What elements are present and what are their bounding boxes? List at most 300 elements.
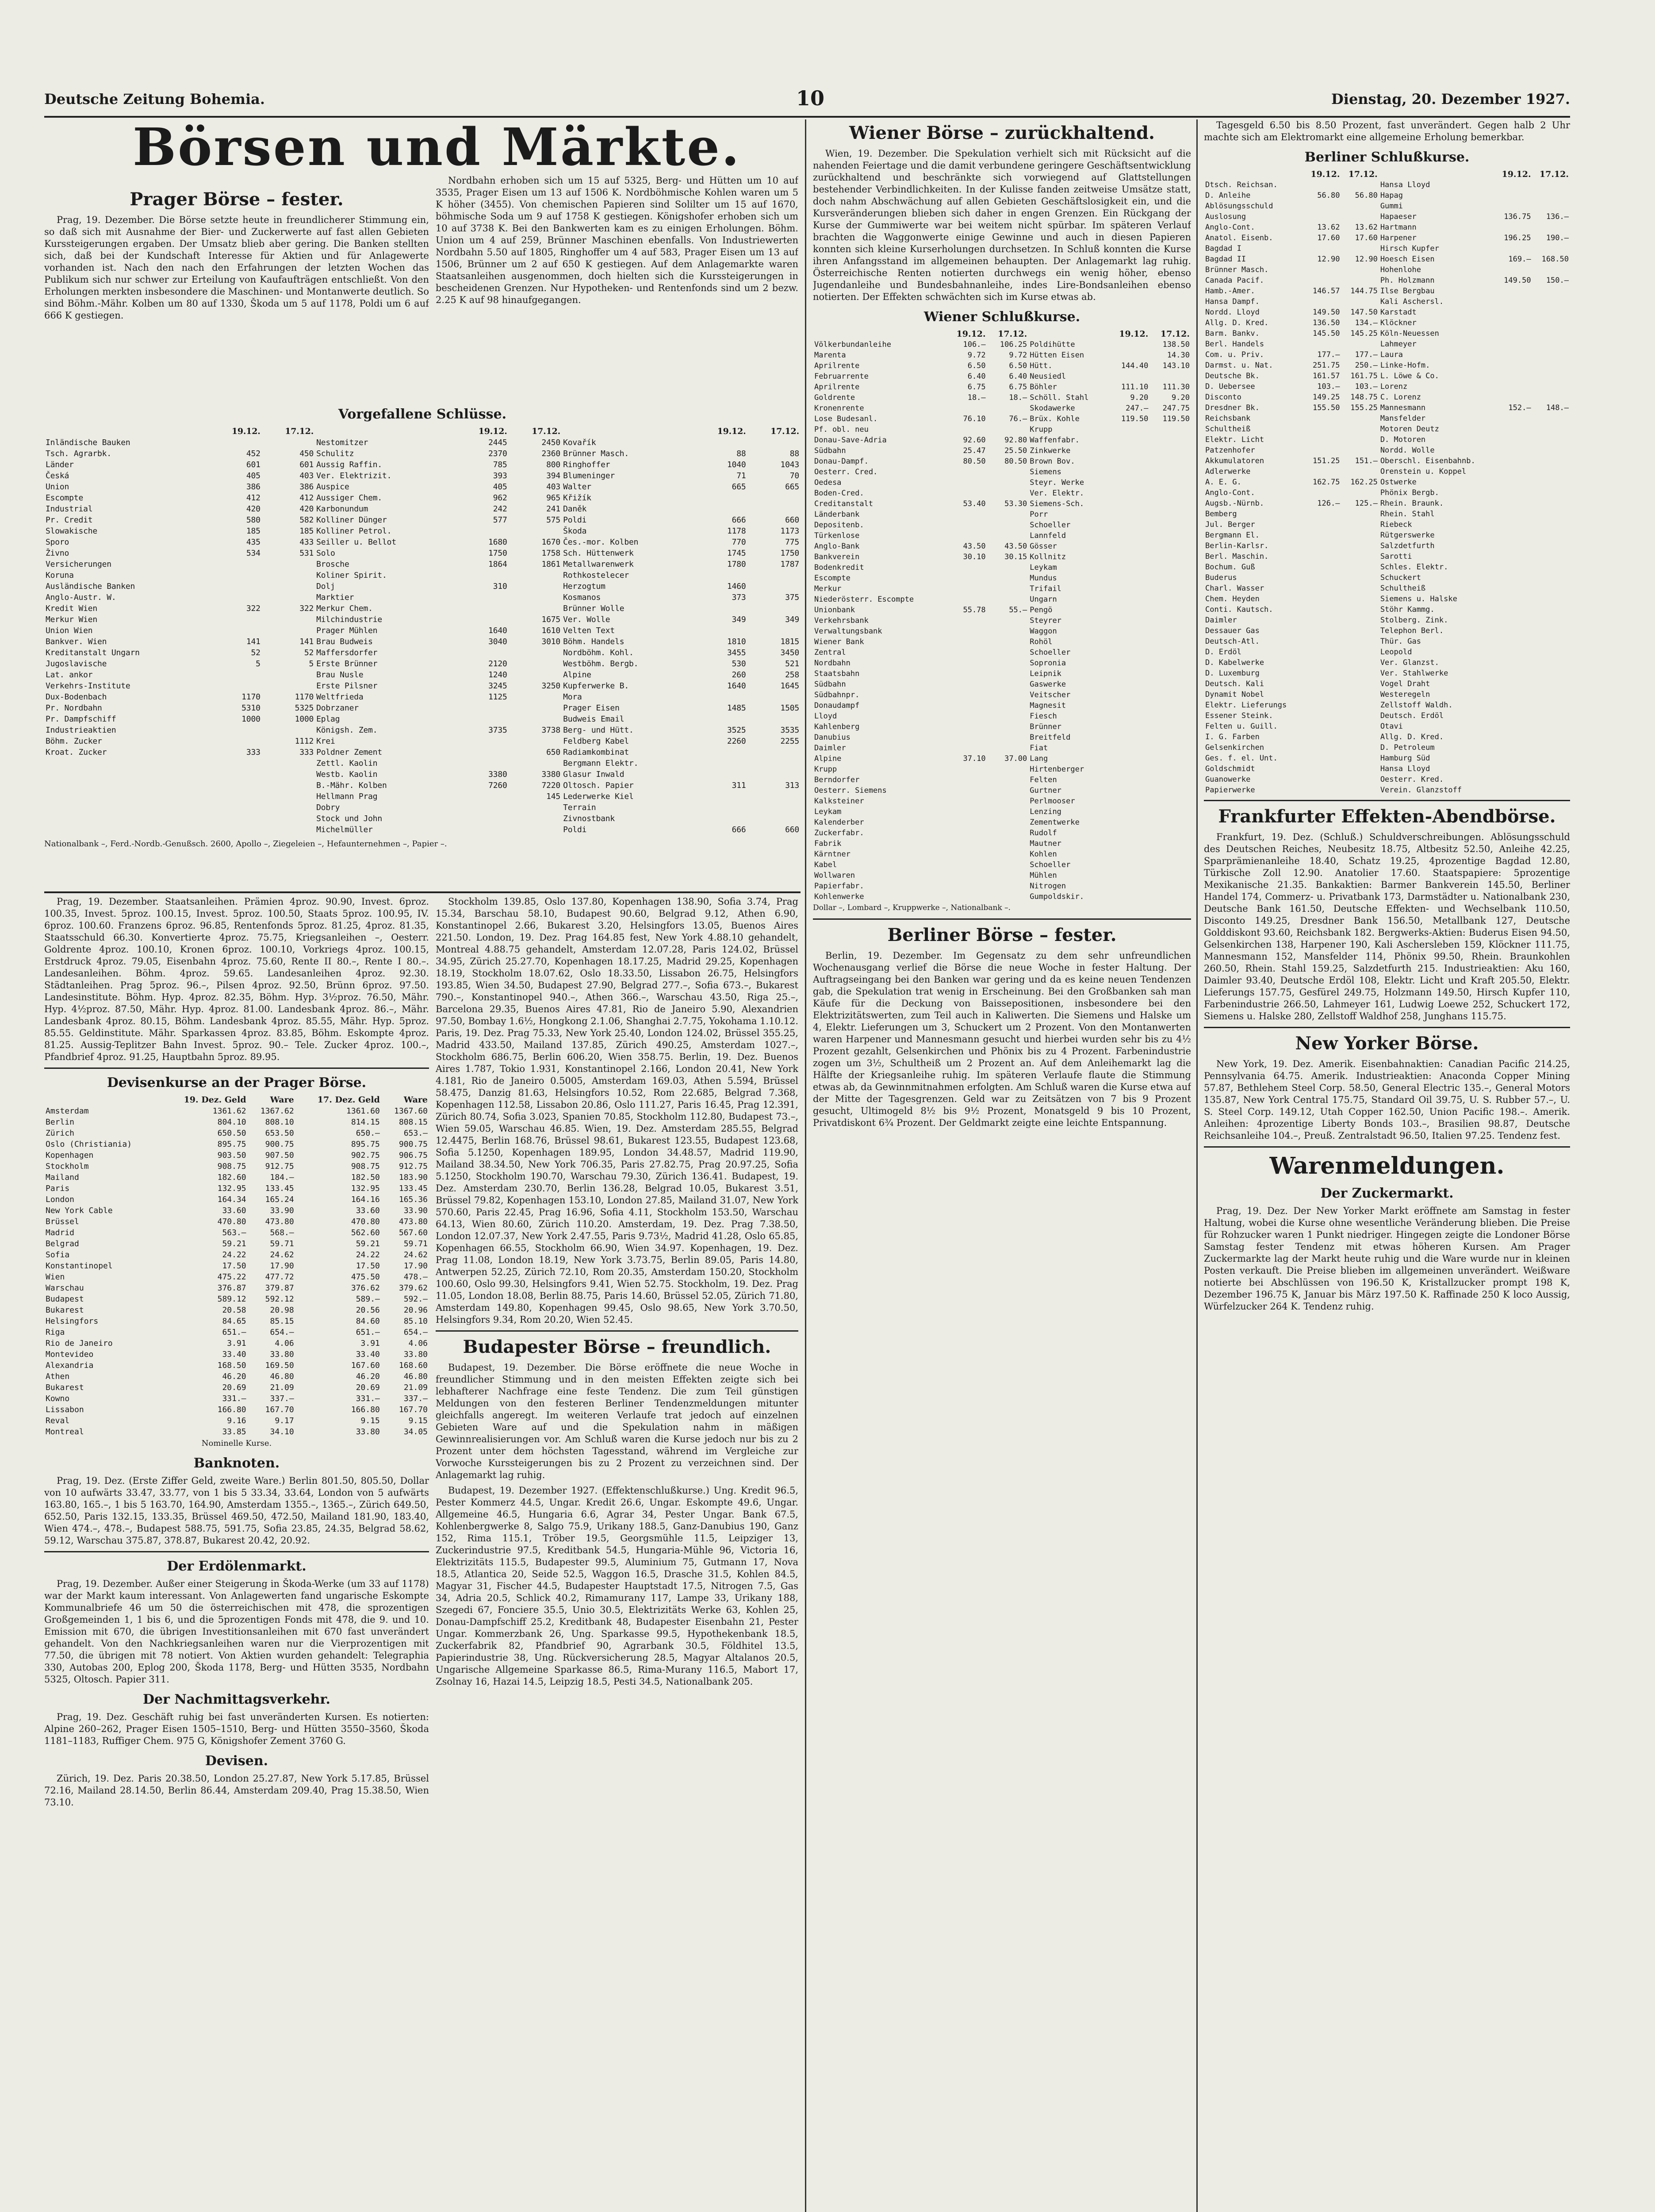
quote-value: [1108, 870, 1150, 881]
frankfurt-text: Frankfurt, 19. Dez. (Schluß.) Schuldverschreibungen. Ablösungsschuld des Deutschen Reiches, Neubesitz 18.75, Altbesitz 52.50, Anleihe 42.25, Sparprämienanleihe 18.40, Schatz 19.25, 4prozentige Bagdad 12.80, Türkische Zoll 12.90. Anatolier 17.60. Staatspapiere: 5prozentige Mexikanische 21.35. Bankaktien: Barmer Bankverein 145.50, Berliner Handel 174, Commerz- u. Privatbank 173, Darmstädter u. Nationalbank 230, Deutsche Bank 161.50, Deutsche Effekten- und Wechselbank 110.50, Disconto 149.25, Dresdner Bank 156.50, Metallbank 127, Deutsche Golddiskont 93.60, Reichsbank 182. Bergwerks-Aktien: Buderus Eisen 94.50, Gelsenkirchen 138, Harpener 190, Kali Aschersleben 159, Klöckner 111.75, Mannesmann 152, Mansfelder 114, Phönix 99.50, Rhein. Braunkohlen 260.50, Rhein. Stahl 159.25, Salzdetfurth 215. Industrieaktien: Aku 160, Daimler 93.40, Deutsche Erdöl 108, Elektr. Licht und Kraft 205.50, Elektr. Lieferungs 157.75, Gesfürel 249.75, Holzmann 149.50, Hirsch Kupfer 110, Farbenindustrie 266.50, Lahmeyer 161, Ludwig Loewe 252, Schuckert 172, Siemens u. Halske 280, Zellstoff Waldhof 258, Junghans 115.75.: [1204, 832, 1570, 1022]
quote-value: [946, 668, 987, 679]
quote-value: [1108, 467, 1150, 477]
quote-value: 133.45: [265, 1184, 294, 1193]
vienna-heading: Wiener Börse – zurückhaltend.: [849, 123, 1155, 143]
table-row: [813, 424, 1191, 435]
quote-value: [1494, 318, 1532, 328]
security-name: Südbahn: [814, 680, 846, 689]
quote-value: [1494, 201, 1532, 211]
security-name: Bodenkredit: [814, 563, 864, 572]
security-name: Daimler: [1205, 616, 1237, 625]
table-row: [44, 1194, 429, 1205]
security-name: Vogel Draht: [1380, 680, 1430, 688]
security-name: Konstantinopel: [46, 1261, 113, 1271]
security-name: Anglo-Cont.: [1205, 223, 1255, 232]
quote-value: [1149, 615, 1191, 626]
security-name: Blumeninger: [563, 471, 615, 480]
quote-value: [1494, 190, 1532, 201]
quote-value: 24.62: [403, 1250, 428, 1260]
table-row: [44, 703, 801, 714]
quote-value: [1341, 753, 1379, 764]
quote-value: [946, 690, 987, 700]
column-header: 19.12.: [1502, 169, 1531, 179]
quote-value: 349: [785, 615, 799, 624]
quote-value: [1494, 381, 1532, 392]
quote-value: 136.50: [1313, 319, 1340, 327]
quote-value: 331.–: [356, 1394, 380, 1403]
security-name: Ver. Wolle: [563, 615, 610, 624]
security-name: Zementwerke: [1030, 818, 1080, 827]
quote-value: 333: [246, 748, 261, 757]
quote-value: 1750: [780, 549, 799, 558]
quote-value: [1108, 477, 1150, 488]
quote-value: 33.90: [403, 1206, 428, 1215]
quote-value: [1149, 775, 1191, 785]
security-name: Hellmann Prag: [316, 792, 378, 801]
quote-value: 3245: [488, 681, 507, 691]
column-header: 17.12.: [1539, 169, 1569, 179]
table-row: [44, 813, 801, 824]
quote-value: 80.50: [963, 457, 986, 466]
quote-value: [1108, 796, 1150, 806]
quote-value: [1494, 519, 1532, 530]
quote-value: [987, 584, 1029, 594]
security-name: Dux-Bodenbach: [46, 692, 107, 702]
quote-value: 242: [493, 504, 507, 514]
quote-value: [1341, 785, 1379, 795]
table-row: [813, 891, 1191, 902]
quote-value: [1494, 286, 1532, 296]
security-name: Kronenrente: [814, 404, 864, 413]
table-row: [1204, 254, 1570, 265]
quote-value: [262, 758, 315, 769]
quote-value: [1303, 265, 1341, 275]
berlin-heading: Berliner Börse – fester.: [887, 925, 1117, 945]
quote-value: [208, 581, 261, 592]
quote-value: 155.25: [1350, 403, 1378, 412]
table-row: [1204, 721, 1570, 732]
quote-value: 653.–: [403, 1129, 428, 1138]
quote-value: [1303, 339, 1341, 349]
quote-value: 164.34: [217, 1195, 246, 1204]
quote-value: [1341, 721, 1379, 732]
quote-value: 190.–: [1546, 234, 1569, 242]
security-name: Merkur Wien: [46, 615, 98, 624]
security-name: Berl. Maschin.: [1205, 552, 1269, 561]
quote-value: [1108, 722, 1150, 732]
table-row: [1204, 668, 1570, 679]
quote-value: [987, 668, 1029, 679]
security-name: Kosmanos: [563, 593, 601, 602]
security-name: Anglo-Austr. W.: [46, 593, 116, 602]
quote-value: [747, 758, 801, 769]
security-name: Slowakische: [46, 526, 98, 536]
quote-value: [1108, 668, 1150, 679]
quote-value: [1149, 700, 1191, 711]
quote-value: [1303, 211, 1341, 222]
security-name: Lenzing: [1030, 807, 1061, 816]
quote-value: [208, 736, 261, 747]
quote-value: [946, 477, 987, 488]
quote-value: [1303, 551, 1341, 562]
quote-value: [694, 437, 747, 448]
security-name: Pengö: [1030, 606, 1053, 614]
table-row: [44, 437, 801, 448]
quote-value: [1494, 657, 1532, 668]
security-name: Motoren Deutz: [1380, 425, 1439, 434]
table-row: [44, 680, 801, 691]
table-row: [1204, 657, 1570, 668]
security-name: Rudolf: [1030, 829, 1057, 837]
column-header: 19.12.: [717, 426, 746, 436]
quote-value: [455, 747, 508, 758]
security-name: Solo: [316, 549, 335, 558]
quote-value: [1494, 679, 1532, 689]
quote-value: 912.75: [398, 1162, 428, 1171]
security-name: Westböhm. Bergb.: [563, 659, 639, 668]
quote-value: [1108, 711, 1150, 722]
security-name: Madrid: [46, 1228, 75, 1237]
quote-value: 4.06: [275, 1339, 294, 1348]
quote-value: [946, 403, 987, 414]
quote-value: 168.50: [217, 1361, 246, 1370]
security-name: Siemens u. Halske: [1380, 595, 1457, 603]
security-name: Danubius: [814, 733, 850, 742]
quote-value: [1108, 817, 1150, 828]
security-name: Montevideo: [46, 1350, 94, 1359]
security-name: Brünner Masch.: [563, 449, 629, 458]
table-row: [813, 615, 1191, 626]
quote-value: [1532, 583, 1570, 594]
quote-value: 775: [785, 538, 799, 547]
quote-value: 651.–: [222, 1328, 246, 1337]
security-name: Ver. Stahlwerke: [1380, 669, 1448, 678]
quote-value: [1341, 488, 1379, 498]
quote-value: 88: [789, 449, 799, 458]
security-name: Niederösterr. Escompte: [814, 595, 914, 604]
quote-value: [1532, 700, 1570, 710]
staatsanleihen-text: Prag, 19. Dezember. Staatsanleihen. Prämien 4proz. 90.90, Invest. 6proz. 100.35, Invest. 5proz. 100.15, Invest. 5proz. 100.50, Staats 5proz. 100.95, IV. 6proz. 100.60. Franzens 6proz. 96.85, Rentenfonds 5proz. 81.25, 4proz. 81.35, Staatsschuld 66.30. Konvertierte 4proz. 75.75, Kriegsanleihen –, Oesterr. Goldrente 4proz. 100.10, Kronen 6proz. 100.10, Vorkriegs 4proz. 100.15, Erstdruck 4proz. 79.05, Eisenbahn 4proz. 75.60, Rente II 80.–, Rente I 80.–. Landesanleihen. Böhm. 4proz. 59.65. Landesanleihen 4proz. 92.30. Städtanleihen. Prag 5proz. 96.–, Pilsen 4proz. 92.50, Brünn 6proz. 97.50. Landesinstitute. Böhm. Hyp. 4proz. 82.35, Böhm. Hyp. 3½proz. 76.50, Mähr. Hyp. 4½proz. 87.50, Mähr. Hyp. 4proz. 81.00. Landesbank 4proz. 86.–, Mähr. Landesbank 4proz. 80.15, Böhm. Landesbank 4proz. 85.55, Mähr. Hyp. 5proz. 85.55. Geldinstitute. Mähr. Sparkassen 4proz. 83.85, Böhm. Eskompte 4proz. 81.25. Aussig-Teplitzer Bahn Invest. 5proz. 90.– Tele. Zucker 4proz. 100.–, Pfandbrief 4proz. 91.25, Hauptbahn 5proz. 89.95.: [44, 896, 429, 1062]
table-row: [1204, 626, 1570, 636]
berlin-text: Berlin, 19. Dezember. Im Gegensatz zu dem sehr unfreundlichen Wochenausgang verlief die Börse die neue Woche in fester Haltung. Der Auftragseingang bei den Banken war gering und da es keine neuen Tendenzen gab, die Spekulation trat wenig in Erscheinung. Bei den Großbanken sah man Käufe für die Deckung von Baissepositionen, insbesondere bei den Elektrizitätswerten, zum Teil auch in Kaliwerten. Die Siemens und Halske um 4, Elektr. Lieferungen um 3, Schuckert um 2 Prozent. Von den Montanwerten waren Harpener und Mannesmann gesucht und hierbei wurden sehr bis zu 4½ Prozent gezahlt, Gelsenkirchen und Phönix bis zu 4 Prozent. Farbenindustrie zogen um 3½, Schultheiß um 2 Prozent an. Auf dem Anleihemarkt lag die Hälfte der Kriegsanleihe ruhig. Im späteren Verlaufe flaute die Stimmung etwas ab, da Gewinnmitnahmen erfolgten. Am Schluß waren die Kurse etwa auf der Mitte der Tagesgrenzen. Geld war zu Zeitsätzen von 7 bis 9 Prozent gesucht, Ultimogeld 8½ bis 9½ Prozent, Monatsgeld 9 bis 10 Prozent, Privatdiskont 6¾ Prozent. Der Geldmarkt zeigte eine leichte Entspannung.: [813, 950, 1191, 1128]
quote-value: [1149, 530, 1191, 541]
quote-value: [1303, 700, 1341, 710]
security-name: Herzogtum: [563, 582, 605, 591]
security-name: Tsch. Agrarbk.: [46, 449, 111, 458]
quote-value: [1341, 657, 1379, 668]
quote-value: 333: [299, 748, 314, 757]
security-name: Perlmooser: [1030, 797, 1075, 806]
quote-value: [1108, 849, 1150, 860]
quote-value: 167.60: [351, 1361, 380, 1370]
table-row: [813, 499, 1191, 509]
security-name: Sofia: [46, 1250, 70, 1260]
security-name: Jul. Berger: [1205, 520, 1255, 529]
quote-value: 25.50: [1004, 446, 1027, 455]
quote-value: [1108, 860, 1150, 870]
table-row: [813, 392, 1191, 403]
security-name: Laura: [1380, 350, 1403, 359]
security-name: Allg. D. Kred.: [1205, 319, 1269, 327]
quote-value: [1149, 891, 1191, 902]
quote-value: 52: [251, 648, 261, 657]
table-row: [44, 1106, 429, 1117]
quote-value: [747, 625, 801, 636]
security-name: Fiesch: [1030, 712, 1057, 721]
quote-value: [1341, 615, 1379, 626]
quote-value: 37.10: [963, 754, 986, 763]
quote-value: [946, 870, 987, 881]
quote-value: 43.50: [1004, 542, 1027, 551]
quote-value: [694, 691, 747, 703]
column-header: 19.12.: [1119, 329, 1149, 339]
quote-value: [987, 679, 1029, 690]
quote-value: 405: [246, 471, 261, 480]
quote-value: [987, 881, 1029, 891]
quote-value: [1303, 689, 1341, 700]
table-row: [1204, 764, 1570, 774]
section-rule: [44, 891, 801, 893]
quote-value: [208, 437, 261, 448]
security-name: Papierwerke: [1205, 786, 1255, 795]
quote-value: [1108, 743, 1150, 753]
quote-value: [1341, 466, 1379, 477]
quote-value: 37.00: [1004, 754, 1027, 763]
quote-value: [1494, 615, 1532, 626]
security-name: D. Luxemburg: [1205, 669, 1260, 678]
quote-value: [208, 780, 261, 791]
quote-value: 1745: [727, 549, 746, 558]
security-name: Škoda: [563, 526, 587, 536]
security-name: Daimler: [814, 744, 846, 753]
quote-value: [1149, 796, 1191, 806]
nordbahn-text: Nordbahn erhoben sich um 15 auf 5325, Berg- und Hütten um 10 auf 3535, Prager Eisen um 13 auf 1506 K. Nordböhmische Kohlen waren um 5 K höher (3455). Von chemischen Papieren sind Solilter um 15 auf 1670, böhmische Soda um 9 auf 1758 K gestiegen. Königshofer erhoben sich um 10 auf 3738 K. Bei den Bankwerten kam es zu einigen Erholungen. Böhm. Union um 4 auf 259, Brünner Maschinen ebenfalls. Von Industriewerten Nordbahn 5.50 auf 1805, Ringhoffer um 4 auf 583, Prager Eisen um 13 auf 1506, Brünner um 2 auf 650 K gestiegen. Auf dem Anlagemarkte waren Staatsanleihen ausgenommen, doch hielten sich die Kurssteigerungen in bescheidenen Grenzen. Nur Hypotheken- und Rentenfonds sind um 2 bezw. 2.25 K auf 98 hinaufgegangen.: [436, 175, 798, 305]
security-name: Gurtner: [1030, 786, 1061, 795]
security-name: Stock und John: [316, 814, 383, 823]
security-name: Mundus: [1030, 574, 1057, 583]
security-name: Telephon Berl.: [1380, 626, 1444, 635]
quote-value: 132.95: [351, 1184, 380, 1193]
table-row: [44, 1150, 429, 1161]
quote-value: 379.87: [265, 1283, 294, 1293]
security-name: Linke-Hofm.: [1380, 361, 1430, 370]
quote-value: [1532, 307, 1570, 318]
table-row: [44, 515, 801, 526]
quote-value: [1108, 562, 1150, 573]
table-row: [44, 570, 801, 581]
quote-value: [946, 806, 987, 817]
quote-value: 412: [299, 493, 314, 503]
security-name: Walter: [563, 482, 591, 492]
quote-value: [1149, 732, 1191, 743]
column-header: Ware: [403, 1095, 428, 1105]
quote-value: [509, 581, 562, 592]
quote-value: [1532, 509, 1570, 519]
column-header: 17.12.: [1160, 329, 1190, 339]
security-name: Helsingfors: [46, 1317, 99, 1326]
quote-value: 141: [299, 637, 314, 646]
quote-value: [262, 791, 315, 802]
security-name: Mühlen: [1030, 871, 1057, 880]
security-name: Länderbank: [814, 510, 860, 519]
security-name: Nordbahn: [814, 659, 850, 668]
quote-value: [1532, 371, 1570, 381]
quote-value: [1303, 275, 1341, 286]
table-row: [1204, 392, 1570, 403]
quote-value: [987, 573, 1029, 584]
quote-value: [946, 573, 987, 584]
quote-value: [987, 828, 1029, 838]
quote-value: [1149, 509, 1191, 520]
quote-value: [946, 626, 987, 637]
table-row: [813, 414, 1191, 424]
quote-value: [694, 603, 747, 614]
column-header: [315, 426, 455, 437]
quote-value: 150.–: [1546, 276, 1569, 285]
quote-value: [747, 769, 801, 780]
quote-value: 1645: [780, 681, 799, 691]
security-name: Neusiedl: [1030, 372, 1066, 381]
table-row: [813, 584, 1191, 594]
quote-value: 3535: [780, 726, 799, 735]
security-name: Budapest: [46, 1294, 84, 1304]
security-name: Oltosch. Papier: [563, 781, 634, 790]
quote-value: [987, 796, 1029, 806]
quote-value: [1494, 732, 1532, 742]
quote-value: 452: [246, 449, 261, 458]
quote-value: 601: [246, 460, 261, 469]
quote-value: [1532, 392, 1570, 403]
quote-value: [262, 437, 315, 448]
table-row: [1204, 349, 1570, 360]
quote-value: [987, 870, 1029, 881]
quote-value: [262, 559, 315, 570]
security-name: Hamb.-Amer.: [1205, 287, 1255, 296]
security-name: Kreditanstalt Ungarn: [46, 648, 140, 657]
table-row: [44, 1338, 429, 1349]
quote-value: 800: [546, 460, 561, 469]
quote-value: 149.50: [1504, 276, 1531, 285]
security-name: Milchindustrie: [316, 615, 383, 624]
security-name: Steyr. Werke: [1030, 478, 1084, 487]
security-name: Krei: [316, 737, 335, 746]
quote-value: [1494, 456, 1532, 466]
quote-value: [1494, 349, 1532, 360]
quote-value: 666: [732, 825, 746, 834]
security-name: Bemberg: [1205, 510, 1237, 518]
quote-value: [1494, 647, 1532, 657]
quote-value: 56.80: [1317, 191, 1340, 200]
quote-value: [987, 806, 1029, 817]
table-row: [813, 530, 1191, 541]
quote-value: [1341, 243, 1379, 254]
quote-value: 80.50: [1004, 457, 1027, 466]
quote-value: 24.62: [270, 1250, 294, 1260]
security-name: Adlerwerke: [1205, 467, 1251, 476]
quote-value: 562.60: [351, 1228, 380, 1237]
security-name: Ph. Holzmann: [1380, 276, 1435, 285]
security-name: Leykam: [814, 807, 842, 816]
vienna-closing-table: [813, 329, 1191, 902]
banknoten-text: Prag, 19. Dez. (Erste Ziffer Geld, zweite Ware.) Berlin 801.50, 805.50, Dollar von 10 aufwärts 33.47, 33.77, von 1 bis 5 33.34, 33.64, London von 5 aufwärts 163.80, 165.–, 1 bis 5 163.70, 164.90, Amsterdam 1355.–, 1365.–, Zürich 649.50, 652.50, Paris 132.15, 133.35, Brüssel 469.50, 472.50, Mailand 181.90, 183.40, Wien 474.–, 478.–, Budapest 588.75, 591.75, Sofia 23.85, 24.35, Belgrad 58.62, 59.12, Warschau 375.87, 378.87, Bukarest 20.42, 20.92.: [44, 1475, 429, 1546]
quote-value: [1494, 541, 1532, 551]
quote-value: [1532, 636, 1570, 647]
security-name: Türkenlose: [814, 531, 860, 540]
quote-value: 9.72: [1009, 351, 1027, 360]
security-name: Lose Budesanl.: [814, 415, 878, 423]
quote-value: [1303, 243, 1341, 254]
security-name: Wollwaren: [814, 871, 855, 880]
security-name: Bagdad II: [1205, 255, 1246, 264]
quote-value: [1532, 742, 1570, 753]
quote-value: 148.–: [1546, 403, 1569, 412]
quote-value: 138.50: [1162, 340, 1190, 349]
quote-value: [987, 647, 1029, 658]
security-name: Prager Eisen: [563, 703, 620, 713]
quote-value: [1494, 626, 1532, 636]
quote-value: [1108, 828, 1150, 838]
quote-value: [1149, 722, 1191, 732]
quote-value: 403: [299, 471, 314, 480]
quote-value: [1532, 647, 1570, 657]
quote-value: [1303, 604, 1341, 615]
devisen-end-text: Zürich, 19. Dez. Paris 20.38.50, London 25.27.87, New York 5.17.85, Brüssel 72.16, Mailand 28.14.50, Berlin 86.44, Amsterdam 209.40, Prag 15.38.50, Wien 73.10.: [44, 1773, 429, 1808]
quote-value: [1341, 180, 1379, 190]
table-row: [813, 679, 1191, 690]
security-name: Poldi: [563, 515, 587, 525]
quote-value: [1108, 679, 1150, 690]
quote-value: 9.16: [227, 1416, 246, 1425]
security-name: Jugoslavische: [46, 659, 107, 668]
quote-value: [509, 603, 562, 614]
column-header: [562, 426, 694, 437]
security-name: Alpine: [563, 670, 591, 680]
quote-value: 908.75: [351, 1162, 380, 1171]
quote-value: [1108, 732, 1150, 743]
quote-value: [987, 785, 1029, 796]
quote-value: 132.95: [217, 1184, 246, 1193]
newyork-heading: New Yorker Börse.: [1295, 1033, 1479, 1054]
table-row: [44, 1426, 429, 1437]
table-row: [1204, 732, 1570, 742]
masthead: [44, 86, 1570, 113]
security-name: Poldihütte: [1030, 340, 1075, 349]
quote-value: [1149, 828, 1191, 838]
quote-value: [747, 802, 801, 813]
security-name: Ausländische Banken: [46, 582, 135, 591]
quote-value: 563.–: [222, 1228, 246, 1237]
security-name: Mansfelder: [1380, 414, 1426, 423]
quote-value: 53.40: [963, 499, 986, 508]
quote-value: [1532, 764, 1570, 774]
quote-value: [1494, 307, 1532, 318]
security-name: Industrieaktien: [46, 726, 116, 735]
quote-value: 106.25: [1000, 340, 1027, 349]
security-name: Donau-Save-Adria: [814, 436, 887, 445]
table-row: [1204, 201, 1570, 211]
quote-value: [1149, 658, 1191, 668]
security-name: Hansa Lloyd: [1380, 764, 1430, 773]
security-name: Dresdner Bk.: [1205, 403, 1260, 412]
table-row: [44, 1393, 429, 1404]
quote-value: [1108, 594, 1150, 605]
quote-value: [1532, 519, 1570, 530]
quote-value: [1494, 222, 1532, 233]
security-name: Industrial: [46, 504, 93, 514]
foreign-exchange-text: Stockholm 139.85, Oslo 137.80, Kopenhagen 138.90, Sofia 3.74, Prag 15.34, Barschau 58.10, Budapest 90.60, Belgrad 9.12, Athen 6.90, Konstantinopel 2.66, Bukarest 3.20, Helsingfors 13.05, Buenos Aires 221.50. London, 19. Dez. Prag 164.85 fest, New York 4.88.10 gehandelt, Montreal 4.88.75 gehandelt, Amsterdam 12.07.28, Paris 124.02, Brüssel 34.95, Zürich 25.27.70, Kopenhagen 18.17.25, Madrid 29.25, Kopenhagen 18.19, Stockholm 18.07.62, Oslo 18.33.50, Lissabon 26.75, Helsingfors 193.85, Wien 34.50, Budapest 27.90, Belgrad 277.–, Sofia 673.–, Bukarest 790.–, Konstantinopel 940.–, Athen 366.–, Warschau 43.50, Riga 25.–, Barcelona 29.35, Buenos Aires 47.81, Rio de Janeiro 5.90, Alexandrien 97.50, Bombay 1.6½, Hongkong 2.1.06, Shanghai 2.7.75, Yokohama 1.10.12. Paris, 19. Dez. Prag 75.33, New York 25.40, London 124.02, Brüssel 355.25, Madrid 433.50, Mailand 137.85, Zürich 490.25, Amsterdam 1027.–, Stockholm 686.75, Berlin 606.20, Wien 358.75. Berlin, 19. Dez. Buenos Aires 1.787, Tokio 1.931, Konstantinopel 2.166, London 20.41, New York 4.181, Rio de Janeiro 0.5005, Amsterdam 169.03, Athen 5.594, Brüssel 58.475, Danzig 81.63, Helsingfors 10.52, Rom 22.685, Belgrad 7.368, Kopenhagen 112.58, Lissabon 20.86, Oslo 111.27, Paris 16.45, Prag 12.391, Zürich 80.74, Sofia 3.023, Spanien 70.85, Stockholm 112.80, Budapest 73.–, Wien 59.05, Warschau 46.85. Wien, 19. Dez. Amsterdam 285.55, Belgrad 12.4475, Berlin 168.76, Brüssel 98.61, Bukarest 123.55, Budapest 123.68, Sofia 5.1250, Kopenhagen 189.95, London 34.48.57, Madrid 119.90, Mailand 38.34.50, New York 706.35, Paris 27.82.75, Prag 20.97.25, Sofia 5.1250, Stockholm 190.70, Warschau 79.30, Zürich 136.41. Budapest, 19. Dez. Amsterdam 230.70, Berlin 136.28, Belgrad 10.05, Bukarest 3.51, Brüssel 79.82, Kopenhagen 153.10, London 27.85, Mailand 31.07, New York 570.60, Paris 22.45, Prag 16.96, Sofia 4.11, Stockholm 153.50, Warschau 64.13, Wien 80.60, Zürich 110.20. Amsterdam, 19. Dez. Prag 7.38.50, London 12.07.37, New York 2.47.55, Paris 9.73½, Madrid 41.28, Oslo 65.85, Kopenhagen 66.55, Stockholm 66.90, Wien 34.97. Kopenhagen, 19. Dez. Prag 11.08, London 18.19, New York 3.73.75, Berlin 89.05, Paris 14.80, Antwerpen 52.25, Zürich 72.10, Rom 20.35, Amsterdam 150.20, Stockholm 100.60, Oslo 99.30, Helsingfors 9.41, Wien 52.75. Stockholm, 19. Dez. Prag 11.05, London 18.08, Berlin 88.75, Paris 14.60, Brüssel 52.05, Zürich 71.80, Amsterdam 149.80, Kopenhagen 99.45, Oslo 98.65, New York 3.70.50, Helsingfors 9.34, Rom 20.20, Wien 52.45.: [436, 896, 798, 1325]
security-name: Brünner: [1030, 722, 1061, 731]
quote-value: 33.80: [356, 1427, 380, 1436]
